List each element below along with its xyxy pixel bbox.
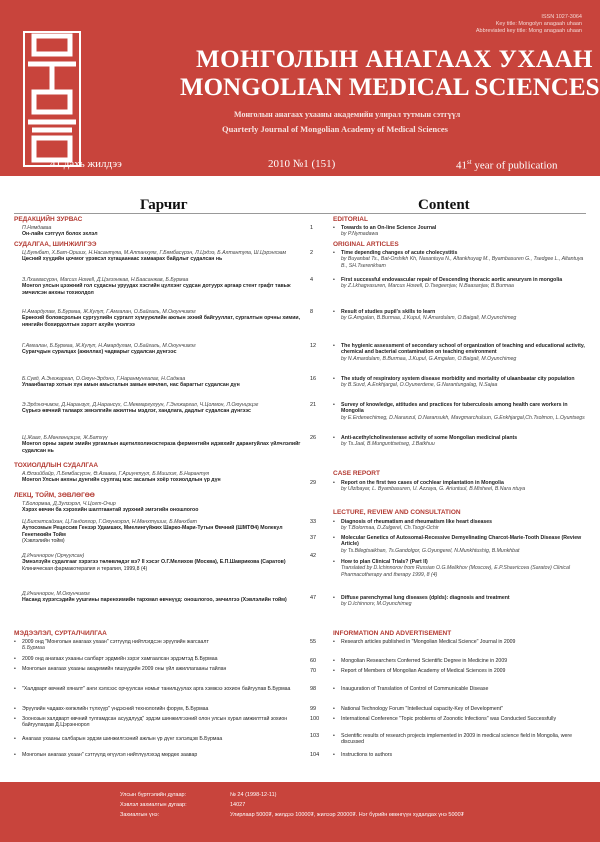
bullet-icon: •: [333, 402, 335, 408]
key-title: Key title: Mongolyn anagaah uhaan: [495, 21, 582, 27]
entry-authors: by N.Amardulam, B.Burmaa, J.Kupul, G.Amgalan, O.Baigali, M.Oyunchimeg: [341, 355, 517, 362]
page-number: 98: [310, 686, 317, 692]
entry-title: Diagnosis of rheumatism and rheumatism like heart diseases: [341, 519, 493, 525]
entry-title: Эрүүлийн чадавх-хөгжлийн түлхүүр" үндэсний технологийн форум, Б.Бурмаа: [22, 706, 209, 712]
toc-entry[interactable]: [333, 639, 587, 645]
bullet-icon: •: [333, 559, 335, 565]
bullet-icon: •: [333, 376, 335, 382]
section-heading: ORIGINAL ARTICLES: [333, 241, 399, 248]
entry-authors: by G.Amgalan, B.Burmaa, J.Kupul, N.Amardulam, O.Baigali, M.Oyunchimeg: [341, 315, 517, 322]
toc-entry[interactable]: [14, 666, 304, 672]
toc-entry[interactable]: [333, 343, 587, 362]
toc-entry[interactable]: [14, 277, 304, 296]
bullet-icon: •: [333, 519, 335, 525]
entry-title: Diffuse parenchymal lung diseases (dplds): diagnosis and treatment: [341, 595, 510, 601]
section-heading: LECTURE, REVIEW AND CONSULTATION: [333, 509, 461, 516]
toc-entry[interactable]: [14, 519, 304, 545]
entry-authors: З.Лхагвасүрэн, Marcus Howell, Д.Цэгээнжав, Н.Баасанжав, Б.Бурмаа: [22, 277, 189, 283]
page-number: 70: [310, 668, 317, 674]
entry-title: Inauguration of Translation of Control of Communicable Disease: [341, 686, 489, 692]
bullet-icon: •: [333, 639, 335, 645]
entry-title: Монголын анагаах ухааны академийн гишүүдийн 2009 оны үйл ажиллагааны тайлан: [22, 666, 227, 672]
footer-label: Захиалгын үнэ:: [120, 812, 160, 818]
entry-title: Сурагчдын суралцах (ажиллах) чадварыг судалсан дүнгээс: [22, 349, 177, 356]
bullet-icon: •: [333, 277, 335, 283]
page-number: 1: [310, 225, 314, 231]
year-num: 41: [456, 159, 467, 172]
entry-title: Цөсний хүүдийн цочмог үрэвсэл хүгацаанаас хамаарах байдлыг судалсан нь: [22, 256, 223, 263]
bullet-icon: •: [14, 686, 16, 692]
footer-price: [120, 812, 464, 818]
section-heading: ТОХИОЛДЛЫН СУДАЛГАА: [14, 462, 99, 469]
toc-entry[interactable]: [14, 752, 304, 758]
entry-authors: Г.Амгалан, Б.Бурмаа, Ж.Кулуп, Н.Амардулам, О.Байгаль, М.Оюунчимэг: [22, 343, 196, 349]
page-number: 47: [310, 595, 317, 601]
abbrev-title: Abbreviated key title: Mong anagaah uhaan: [475, 28, 582, 34]
page-number: 99: [310, 706, 317, 712]
page-number: 29: [310, 480, 317, 486]
entry-note: (Хэвлэлийн тойм): [22, 538, 65, 545]
entry-authors: Д.Ичиннорон, М.Оюунчимэг: [22, 591, 90, 597]
entry-title: Зоонозын халдварт өвчний тулгамдсан асуудлууд" эрдэм шинжилгээний олон улсын хурал амжилттай зохион байгуулагдав Д.Цэрэннорол: [22, 716, 288, 729]
divider: [14, 213, 586, 214]
entry-authors: Ц.Жаал, Б.Мөнгөнцэцэг, Ж.Батхүү: [22, 435, 108, 441]
page-number: 4: [310, 277, 314, 283]
entry-title: Монгол улсын цээжний гол судасны уруудах хэсгийн цүлхэнг судсан дотуурх аргаар стент графт тавьж эмчилсэн анхны тохиолдол: [22, 283, 291, 296]
toc-entry[interactable]: [333, 402, 587, 421]
entry-authors: Д.Ичиннорон (Орчуулсан): [22, 553, 85, 559]
footer-value: 14027: [230, 802, 246, 808]
toc-entry[interactable]: [333, 435, 587, 448]
issn-block: [476, 14, 582, 35]
toc-entry[interactable]: [333, 686, 587, 692]
bullet-icon: •: [333, 480, 335, 486]
toc-entry[interactable]: [14, 706, 304, 712]
page-number: 33: [310, 519, 317, 525]
page-number: 26: [310, 435, 317, 441]
entry-title: Time depending changes of acute cholecystitis: [341, 250, 458, 256]
entry-title: Report on the first two cases of cochlear implantation in Mongolia: [341, 480, 504, 486]
toc-entry[interactable]: [333, 535, 587, 554]
page-number: 2: [310, 250, 314, 256]
toc-entry[interactable]: [333, 595, 587, 608]
journal-title-en: MONGOLIAN MEDICAL SCIENCES: [180, 74, 600, 101]
entry-title: How to plan Clinical Trials? (Part II): [341, 559, 428, 565]
footer-registration: [120, 792, 276, 798]
entry-authors: by Ts.Bilegtsaikhan, Ts.Gandolgor, G.Oyungerel, N.Munkhtushig, B.Munkhbat: [341, 547, 520, 554]
entry-title: 2009 онд "Монголын анагаах ухаан" сэтгүүлд нийтлэгдсэн эрүүлийн жагсаалт: [22, 639, 209, 645]
toc-entry[interactable]: [333, 706, 587, 712]
footer-value: № 24 (1998-12-11): [230, 792, 277, 798]
journal-title-mn: МОНГОЛЫН АНАГААХ УХААН: [196, 46, 593, 73]
entry-authors: Translated by D.Ichinnorov from Russian O.G.Melikhov (Moscow), E.P.Shavricova (Saratov) Clinical Pharmacotherapy and therapy 1999, 8 (4): [341, 565, 570, 578]
bullet-icon: •: [333, 706, 335, 712]
entry-authors: А.Өлзийбайр, Л.Бямбасүрэн, Ө.Азаака, Г.Ариунтуул, Б.Мишээл, Б.Нарантуя: [22, 471, 209, 477]
toc-entry[interactable]: [333, 716, 587, 722]
bullet-icon: •: [333, 435, 335, 441]
year-sup: st: [467, 158, 472, 166]
toc-entry[interactable]: [14, 435, 304, 454]
toc-entry[interactable]: [14, 343, 304, 356]
entry-title: Анагаах ухааны салбарын эрдэм шинжилгээний ажлын үр дүнг хэлэлцэв Б.Бурмаа: [22, 736, 223, 742]
entry-title: The hygienic assessment of secondary school of organization of teaching and educational activity, chemical and bacterial contamination on teaching environment: [341, 343, 585, 356]
section-heading: INFORMATION AND ADVERTISEMENT: [333, 630, 452, 637]
entry-title: Survey of knowledge, attitudes and practices for tuberculosis among health care workers in Mongolia: [341, 402, 568, 415]
bullet-icon: •: [333, 686, 335, 692]
entry-title: Монголын анагаах ухаан" сэтгүүлд өгүүлэл нийтлүүлэхэд мөрдөх заавар: [22, 752, 198, 758]
entry-title: First successful endovascular repair of Descending thoracic aortic aneurysm in mongolia: [341, 277, 563, 283]
bullet-icon: •: [333, 658, 335, 664]
bullet-icon: •: [14, 736, 16, 742]
entry-title: Эмнэлзүйн судалгааг хэрэгээ төлөвлөдэг вэ? II хэсэг О.Г.Мелихов (Москва), Е.П.Шаврикова (Саратов): [22, 559, 286, 566]
entry-title: Scientific results of research projects implemented in 2009 in medical science field in Mongolia, were discussed: [341, 733, 572, 746]
bullet-icon: •: [333, 752, 335, 758]
issn: ISSN 1027-3064: [541, 14, 582, 20]
page-number: 16: [310, 376, 317, 382]
entry-authors: Ц.Билэгтсайхан, Ц.Гандолгор, Г.Оюунгэрэл, Н.Мөнхтүшиг, Б.Мөнхбат: [22, 519, 197, 525]
entry-authors: by E.Erdenechimeg, D.Naranzul, D.Naransukh, Mavgmarchuluun, G.Enkhjargal,Ch.Tsolmon, L.Oyuntsegs: [341, 414, 585, 421]
bullet-icon: •: [333, 250, 335, 256]
page-number: 103: [310, 733, 320, 739]
toc-entry[interactable]: [333, 752, 587, 758]
toc-entry[interactable]: [333, 559, 587, 578]
section-heading: EDITORIAL: [333, 216, 368, 223]
bullet-icon: •: [14, 666, 16, 672]
toc-entry[interactable]: [333, 225, 587, 238]
footer-value: Улирлаар 5000₮, жилдээ 10000₮, жилээр 20000₮. Нэг бүрийн өвөнгүүн худалдах үнэ 5000₮: [230, 812, 464, 818]
entry-title: International Conference "Topic problems of Zoonotic Infections" was Conducted Successfully: [341, 716, 557, 722]
entry-authors: by D.Ichinnorv, M.Oyunchimeg: [341, 601, 412, 608]
page-number: 21: [310, 402, 317, 408]
issue-number: 2010 №1 (151): [268, 158, 336, 170]
page-number: 12: [310, 343, 317, 349]
page-number: 55: [310, 639, 317, 645]
toc-entry[interactable]: [333, 668, 587, 674]
toc-entry[interactable]: [14, 250, 304, 263]
volume-mn: 41 дахь жилдээ: [50, 158, 122, 170]
page-number: 37: [310, 535, 317, 541]
bullet-icon: •: [333, 595, 335, 601]
entry-title: Ерөнхий боловсролын сургуулийн сургалт хүмүүжлийн ажлын эхний байгууллат, сургалтын орчны химии, нянгийн бохирдолтын зэрэгт ахуйн үнэлгээ: [22, 315, 301, 328]
bullet-icon: •: [333, 309, 335, 315]
toc-entry[interactable]: [14, 553, 304, 572]
entry-authors: by Ulzibayar, L. Byambasuren, U. Azzaya, G. Ariuntuul, B.Misheel, B.Nara ntuya: [341, 486, 526, 493]
section-heading: СУДАЛГАА, ШИНЖИЛГЭЭ: [14, 241, 97, 248]
entry-title: Report of Members of Mongolian Academy of Medical Sciences in 2009: [341, 668, 506, 674]
entry-title: Research articles published in "Mongolian Medical Science" Journal in 2009: [341, 639, 516, 645]
toc-entry[interactable]: [14, 639, 304, 652]
footer-label: Улсын бүртгэлийн дугаар:: [120, 792, 187, 798]
toc-title-en: Content: [418, 197, 470, 213]
bullet-icon: •: [333, 668, 335, 674]
bullet-icon: •: [14, 706, 16, 712]
entry-authors: by Buyanbat Ts., Bat-Orshikh Kh, Nasantuya N., Altankhuyag M., Byambasuren G., Tsedgee L., Altantuya B., SH.Tserenkham: [341, 256, 584, 269]
journal-header: [0, 0, 600, 176]
toc-entry[interactable]: [333, 733, 587, 746]
bullet-icon: •: [14, 639, 16, 645]
bullet-icon: •: [333, 343, 335, 349]
entry-title: Сүрьеэ өвчний талаарх эмнэлгийн ажилтны мэдлэг, хандлага, дадлыг судалсан дүнгээс: [22, 408, 251, 415]
toc-entry[interactable]: [14, 402, 304, 415]
toc-entry[interactable]: [14, 591, 304, 604]
toc-entry[interactable]: [333, 277, 587, 290]
section-heading: МЭДЭЭЛЭЛ, СУРТАЛЧИЛГАА: [14, 630, 107, 637]
section-heading: CASE REPORT: [333, 470, 380, 477]
entry-title: Result of studies pupil's skills to learn: [341, 309, 436, 315]
toc-entry[interactable]: [333, 250, 587, 269]
volume-bar: [0, 154, 600, 176]
entry-authors: by T.Bolormaa, D.Zulgerel, Ch.Tsogt-Ochir: [341, 525, 439, 532]
year-of-publication: [456, 158, 558, 172]
entry-authors: by B.Suvd, A.Enkhjargal, O.Oyunerdene, G.Narantungalag, N.Sajaa: [341, 382, 498, 389]
bullet-icon: •: [333, 225, 335, 231]
section-heading: ЛЕКЦ, ТОЙМ, ЗӨВЛӨГӨӨ: [14, 492, 95, 499]
entry-title: Mongolian Researchers Conferred Scientific Degree in Medicine in 2009: [341, 658, 508, 664]
toc-title-mn: Гарчиг: [140, 197, 188, 213]
entry-authors: by P.Nymadawa: [341, 231, 379, 238]
entry-authors: П.Нямдаваа: [22, 225, 52, 231]
toc-entry[interactable]: [333, 519, 587, 532]
entry-authors: Б.Сувд, А.Энхжаргал, О.Оюун-Эрдэнэ, Г.Наранмунгалаг, Н.Саджаа: [22, 376, 186, 382]
bullet-icon: •: [333, 535, 335, 541]
entry-note: Клиническая фармакотерапия и терапия, 1999,8 (4): [22, 565, 148, 572]
journal-subtitle-mn: Монголын анагаах ухааны академийн улирал тутмын сэтгүүл: [234, 110, 461, 119]
bullet-icon: •: [14, 716, 16, 722]
bullet-icon: •: [14, 752, 16, 758]
entry-title: Instructions to authors: [341, 752, 393, 758]
entry-title: "Халдварт өвчний хяналт" анги хэлхээс орчуулсан номыг танилцуулах арга хэмжээ зохион байгуулав Б.Бурмаа: [22, 686, 291, 692]
toc-entry[interactable]: [14, 225, 304, 238]
entry-title: Хэрэх өвчин ба хэрэхийн шалтгаантай зүрхний эмгэгийн оношлогоо: [22, 507, 199, 514]
entry-title: Towards to an On-line Science Journal: [341, 225, 437, 231]
toc-entry[interactable]: [14, 376, 304, 389]
page-number: 42: [310, 553, 317, 559]
entry-title: Аутосомын Рецессив Гензэр Удамших, Миелингүйжих Шарко-Мари-Тутын Өвчний (ШМТӨ4) Молекул Генетикийн Тойм: [22, 525, 283, 538]
entry-title: 2009 онд анагаах ухааны салбарт эрдмийн зэрэг хамгаалсан эрдэмтэд Б.Бурмаа: [22, 656, 218, 662]
entry-authors: Ц.Буянбат, Х.Бат-Орших, Н.Насантуяа, М.Алтанхуяг, Г.Бямбасүрэн, Л.Цэдээ, Б.Алтантуяа, Ш.Цэрэнхэам: [22, 250, 287, 256]
toc-entry[interactable]: [333, 480, 587, 493]
soyombo-logo-icon: [22, 30, 82, 168]
year-text: year of publication: [471, 159, 558, 172]
entry-authors: Э.Эрдэнэчимэг, Д.Наранзул, Д.Нарансүх, С.Мекмаргулуун, Г.Энхжаргал, Ч.Цолмон, Л.Оюунцэцэг: [22, 402, 259, 408]
entry-title: Насанд хүрэгсэдийн уушгины паренхимийн тархмал өвчнүүд: оношлогоо, эмчилгээ (Хэвлэлийн тойм): [22, 597, 287, 604]
entry-title: Монгол Улсын анхны дунгийн суулгац мэс засалын хоёр тохиолдлын үр дүн: [22, 477, 221, 484]
bullet-icon: •: [333, 716, 335, 722]
page-number: 104: [310, 752, 320, 758]
journal-subtitle-en: Quarterly Journal of Mongolian Academy of Medical Sciences: [222, 124, 448, 134]
toc-entry[interactable]: [14, 716, 304, 729]
footer-subscription-index: [120, 802, 245, 808]
entry-title: The study of respiratory system disease morbidity and mortality of ulaanbaatar city population: [341, 376, 575, 382]
toc-entry[interactable]: [14, 656, 304, 662]
toc-entry[interactable]: [333, 376, 587, 389]
footer-label: Хэвлэл захиалгын дугаар:: [120, 802, 187, 808]
page-number: 60: [310, 658, 317, 664]
page-number: 8: [310, 309, 314, 315]
bullet-icon: •: [14, 656, 16, 662]
entry-title: Монгол орны зарим эмийн ургамлын ацетилхолинэстераза ферментийн идэвхийг дарангуйлах үйлчлэлийг судалсан нь: [22, 441, 301, 454]
entry-title: Улаанбаатар хотын хүн амын амьсгалын замын өвчлөл, нас барагтыг судалсан дүн: [22, 382, 240, 389]
toc-entry[interactable]: [14, 686, 304, 692]
page-number: 100: [310, 716, 320, 722]
toc-entry[interactable]: [14, 501, 304, 514]
section-heading: РЕДАКЦИЙН ЗУРВАС: [14, 216, 83, 223]
entry-title: National Technology Forum "Intellectual capacity-Key of Development": [341, 706, 503, 712]
entry-authors: Б.Бурмаа: [22, 645, 45, 652]
bullet-icon: •: [333, 733, 335, 739]
entry-title: Molecular Genetics of Autosomal-Recessive Demyelinating Charcot-Marie-Tooth Disease (Review Article): [341, 535, 582, 548]
toc-entry[interactable]: [14, 309, 304, 328]
journal-footer: [0, 782, 600, 842]
toc-entry[interactable]: [14, 736, 304, 742]
entry-authors: by Ts.Jaal, B.Mungunttsetseg, J.Batkhuu: [341, 441, 435, 448]
toc-entry[interactable]: [14, 471, 304, 484]
entry-title: Anti-acethylcholinesterase activity of some Mongolian medicinal plants: [341, 435, 518, 441]
entry-authors: Н.Амардулам, Б.Бурмаа, Ж.Кулуп, Г.Амгалан, О.Байгаль, М.Оюунчимэг: [22, 309, 196, 315]
toc-entry[interactable]: [333, 658, 587, 664]
entry-authors: Т.Болормаа, Д.Зулзэрэл, Ч.Цогт-Очир: [22, 501, 116, 507]
entry-title: Он-лайн сэтгүүл болох эхлэл: [22, 231, 98, 238]
entry-authors: by Z.Lkhagvasuren, Marcus Howell, D.Tsegeenjav, N.Baasanjav, B.Burmaa: [341, 283, 514, 290]
toc-entry[interactable]: [333, 309, 587, 322]
